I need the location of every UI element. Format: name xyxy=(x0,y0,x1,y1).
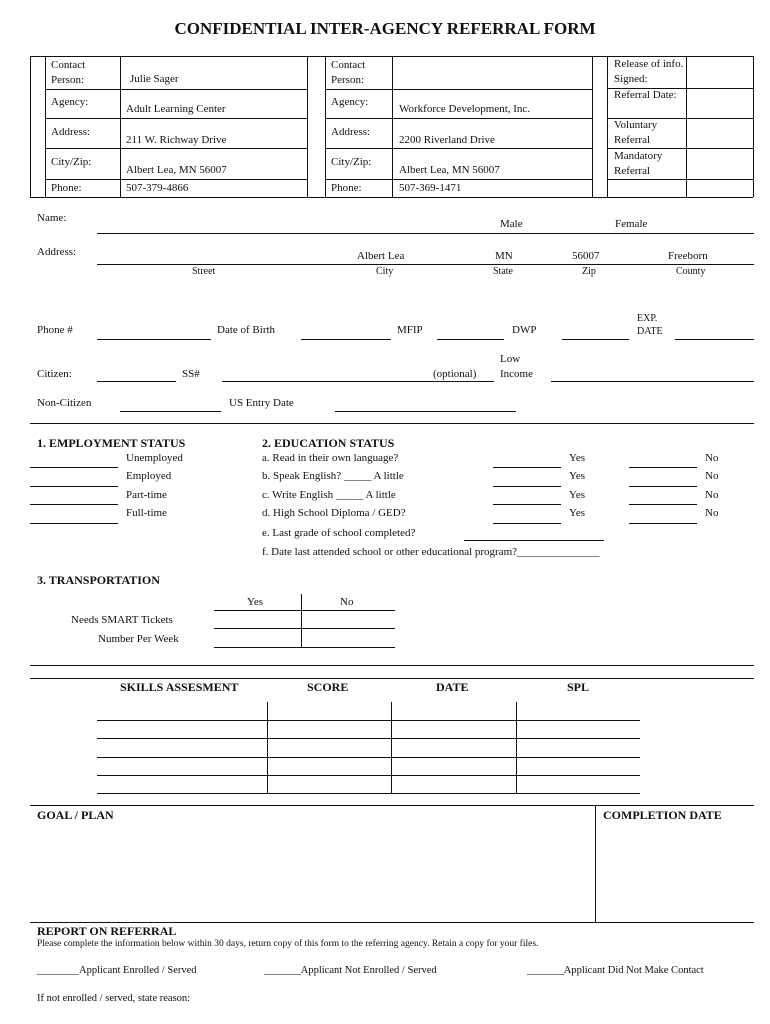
cityzip-value: Albert Lea, MN 56007 xyxy=(126,164,227,176)
us-entry-label: US Entry Date xyxy=(229,397,294,409)
yes-field[interactable] xyxy=(493,504,561,505)
phone-label: Phone: xyxy=(51,182,82,194)
dwp-field[interactable] xyxy=(562,339,629,340)
employment-option: Employed xyxy=(126,470,172,482)
employment-option: Unemployed xyxy=(126,452,183,464)
smart-tickets-field[interactable] xyxy=(214,628,395,629)
dob-field[interactable] xyxy=(301,339,391,340)
last-grade-field[interactable] xyxy=(464,540,604,541)
number-per-week-field[interactable] xyxy=(214,647,395,648)
mandatory-referral-label: Mandatory Referral xyxy=(614,150,663,177)
divider xyxy=(30,678,754,679)
yes-label: Yes xyxy=(569,452,586,464)
yes-label: Yes xyxy=(569,507,586,519)
male-label: Male xyxy=(500,218,523,230)
skills-row[interactable] xyxy=(97,793,640,794)
name-label: Name: xyxy=(37,212,67,224)
number-per-week-label: Number Per Week xyxy=(98,633,179,645)
employed-field[interactable] xyxy=(30,486,118,487)
agency-value-2: Workforce Development, Inc. xyxy=(399,103,531,115)
cityzip-label-2: City/Zip: xyxy=(331,156,372,168)
education-question: d. High School Diploma / GED? xyxy=(262,507,406,519)
cityzip-label: City/Zip: xyxy=(51,156,92,168)
phone-label-2: Phone: xyxy=(331,182,362,194)
skills-row[interactable] xyxy=(97,757,640,758)
employment-option: Part-time xyxy=(126,489,167,501)
completion-date-label: COMPLETION DATE xyxy=(603,808,722,822)
skills-row[interactable] xyxy=(97,738,640,739)
us-entry-field[interactable] xyxy=(335,411,516,412)
education-question: a. Read in their own language? xyxy=(262,452,399,464)
education-question: b. Speak English? _____ A little xyxy=(262,470,404,482)
optional-label: (optional) xyxy=(433,368,477,380)
female-label: Female xyxy=(615,218,648,230)
state-value: MN xyxy=(495,250,513,262)
transport-yes-label: Yes xyxy=(247,596,264,608)
city-value: Albert Lea xyxy=(357,250,405,262)
no-label: No xyxy=(705,489,719,501)
address-label: Address: xyxy=(51,126,91,138)
no-label: No xyxy=(705,452,719,464)
street-caption: Street xyxy=(192,266,216,277)
mfip-label: MFIP xyxy=(397,324,423,336)
address-field[interactable] xyxy=(97,264,754,265)
no-field[interactable] xyxy=(629,504,697,505)
employment-option: Full-time xyxy=(126,507,167,519)
county-caption: County xyxy=(676,266,706,277)
contact-person-label: Contact Person: xyxy=(51,59,86,86)
low-label: Low xyxy=(500,353,521,365)
spl-header: SPL xyxy=(567,680,590,694)
income-label: Income xyxy=(500,368,533,380)
noncitizen-field[interactable] xyxy=(120,411,221,412)
employment-heading: 1. EMPLOYMENT STATUS xyxy=(37,436,186,450)
transportation-heading: 3. TRANSPORTATION xyxy=(37,573,160,587)
part-time-field[interactable] xyxy=(30,504,118,505)
yes-label: Yes xyxy=(569,470,586,482)
no-label: No xyxy=(705,470,719,482)
release-label: Release of info. Signed: xyxy=(614,58,684,85)
cityzip-value-2: Albert Lea, MN 56007 xyxy=(399,164,500,176)
address-label-2: Address: xyxy=(331,126,371,138)
contact-person-label-2: Contact Person: xyxy=(331,59,366,86)
not-enrolled-option[interactable]: _______Applicant Not Enrolled / Served xyxy=(264,965,437,976)
unemployed-field[interactable] xyxy=(30,467,118,468)
education-heading: 2. EDUCATION STATUS xyxy=(262,436,395,450)
goal-plan-label: GOAL / PLAN xyxy=(37,808,114,822)
agency-value: Adult Learning Center xyxy=(126,103,226,115)
citizen-label: Citizen: xyxy=(37,368,72,380)
no-field[interactable] xyxy=(629,486,697,487)
mfip-field[interactable] xyxy=(437,339,504,340)
reason-label: If not enrolled / served, state reason: xyxy=(37,993,191,1004)
address-value-2: 2200 Riverland Drive xyxy=(399,134,495,146)
enrolled-option[interactable]: ________Applicant Enrolled / Served xyxy=(37,965,197,976)
phone-value: 507-379-4866 xyxy=(126,182,189,194)
divider xyxy=(30,423,754,424)
voluntary-referral-label: Voluntary Referral xyxy=(614,119,658,146)
phone-value-2: 507-369-1471 xyxy=(399,182,462,194)
phone-field[interactable] xyxy=(97,339,211,340)
education-question: c. Write English _____ A little xyxy=(262,489,396,501)
state-caption: State xyxy=(493,266,513,277)
referral-date-label: Referral Date: xyxy=(614,89,677,101)
goal-plan-field[interactable] xyxy=(32,822,592,920)
city-caption: City xyxy=(376,266,394,277)
exp-date-field[interactable] xyxy=(675,339,754,340)
smart-tickets-label: Needs SMART Tickets xyxy=(71,614,173,626)
date-header: DATE xyxy=(436,680,469,694)
yes-field[interactable] xyxy=(493,467,561,468)
address-label-applicant: Address: xyxy=(37,246,77,258)
yes-field[interactable] xyxy=(493,486,561,487)
skills-header: SKILLS ASSESMENT xyxy=(120,680,239,694)
yes-field[interactable] xyxy=(493,523,561,524)
agency-label-2: Agency: xyxy=(331,96,369,108)
agency-label: Agency: xyxy=(51,96,89,108)
dob-label: Date of Birth xyxy=(217,324,276,336)
no-label: No xyxy=(705,507,719,519)
citizen-field[interactable] xyxy=(97,381,176,382)
noncitizen-label: Non-Citizen xyxy=(37,397,92,409)
transport-no-label: No xyxy=(340,596,354,608)
form-title: CONFIDENTIAL INTER-AGENCY REFERRAL FORM xyxy=(174,19,596,38)
score-header: SCORE xyxy=(307,680,349,694)
skills-row[interactable] xyxy=(97,775,640,776)
county-value: Freeborn xyxy=(668,250,708,262)
phone-number-label: Phone # xyxy=(37,324,73,336)
last-grade-label: e. Last grade of school completed? xyxy=(262,527,416,539)
no-contact-option[interactable]: _______Applicant Did Not Make Contact xyxy=(527,965,704,976)
yes-label: Yes xyxy=(569,489,586,501)
report-instructions: Please complete the information below within 30 days, return copy of this form to the referring agency. Retain a copy for your files. xyxy=(37,939,539,949)
completion-date-field[interactable] xyxy=(598,822,752,920)
name-field[interactable] xyxy=(97,233,754,234)
contact-person-value: Julie Sager xyxy=(130,73,179,85)
ss-field[interactable] xyxy=(222,381,494,382)
low-income-field[interactable] xyxy=(551,381,754,382)
divider xyxy=(30,665,754,666)
ss-label: SS# xyxy=(182,368,200,380)
zip-value: 56007 xyxy=(572,250,600,262)
no-field[interactable] xyxy=(629,467,697,468)
date-last-attended-label: f. Date last attended school or other educational program?_______________ xyxy=(262,546,600,558)
full-time-field[interactable] xyxy=(30,523,118,524)
dwp-label: DWP xyxy=(512,324,537,336)
no-field[interactable] xyxy=(629,523,697,524)
exp-label: EXP. xyxy=(637,313,658,324)
report-heading: REPORT ON REFERRAL xyxy=(37,924,177,938)
skills-row[interactable] xyxy=(97,720,640,721)
address-value: 211 W. Richway Drive xyxy=(126,134,227,146)
exp-date-label: DATE xyxy=(637,326,663,337)
zip-caption: Zip xyxy=(582,266,596,277)
